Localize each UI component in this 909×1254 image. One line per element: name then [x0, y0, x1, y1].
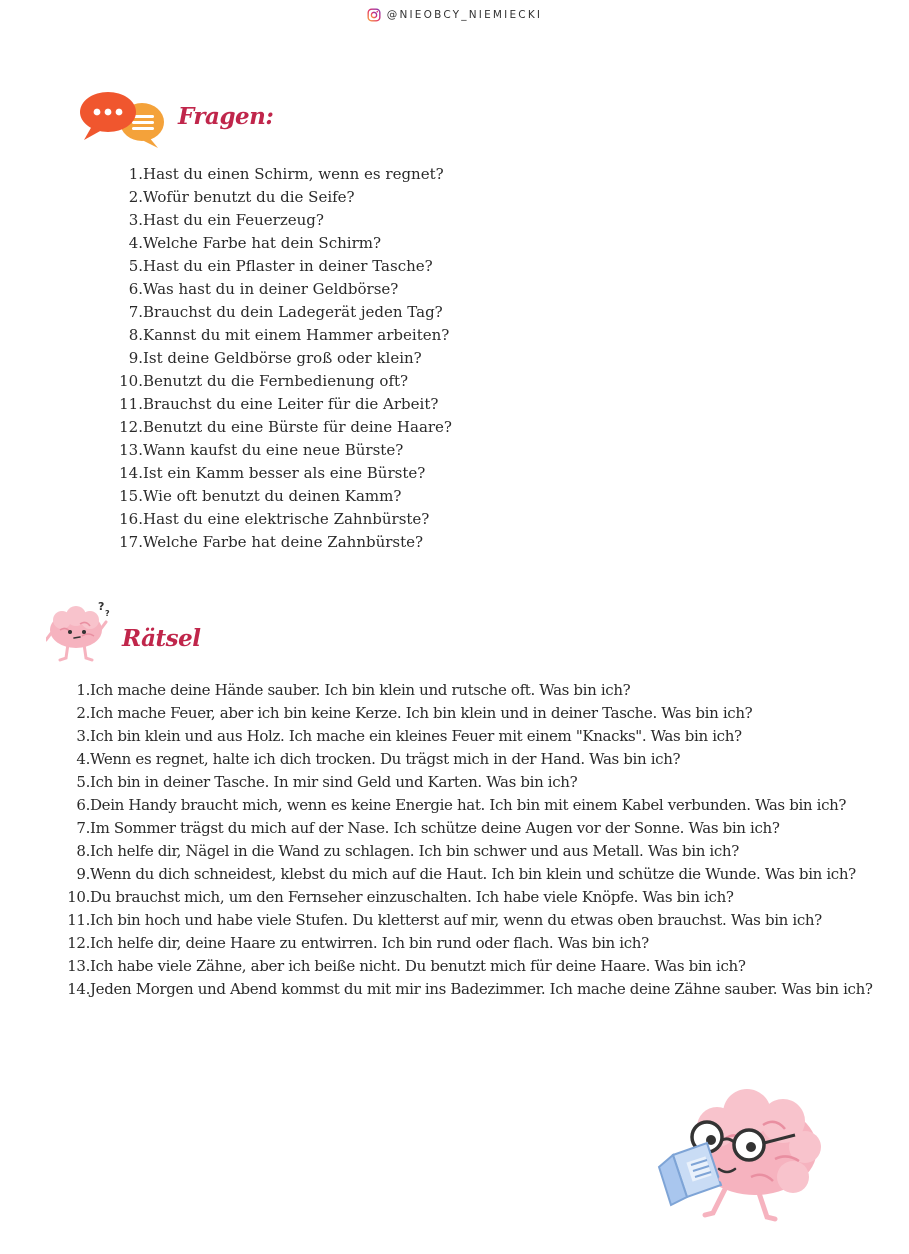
instagram-handle: @NIEOBCY_NIEMIECKI	[386, 9, 543, 21]
fragen-item-number: 17.	[119, 533, 143, 551]
raetsel-title: Rätsel	[122, 624, 201, 652]
speech-bubbles-icon	[78, 88, 166, 150]
fragen-item-number: 6.	[128, 280, 143, 298]
fragen-item	[112, 508, 452, 531]
raetsel-header	[46, 600, 201, 666]
confused-brain-icon	[46, 600, 114, 666]
raetsel-item-number: 3.	[76, 727, 90, 745]
raetsel-item-text: Im Sommer trägst du mich auf der Nase. Ich schütze deine Augen vor der Sonne. Was bin ich?	[90, 819, 780, 837]
fragen-list	[112, 163, 452, 554]
fragen-item-number: 1.	[128, 165, 143, 183]
raetsel-item-text: Du brauchst mich, um den Fernseher einzuschalten. Ich habe viele Knöpfe. Was bin ich?	[90, 888, 734, 906]
raetsel-item-text: Ich mache Feuer, aber ich bin keine Kerze. Ich bin klein und in deiner Tasche. Was bin ich?	[90, 704, 753, 722]
fragen-item-number: 14.	[119, 464, 143, 482]
fragen-item-number: 9.	[128, 349, 143, 367]
fragen-item-number: 8.	[128, 326, 143, 344]
fragen-item-text: Ist deine Geldbörse groß oder klein?	[143, 349, 422, 367]
raetsel-item	[58, 886, 873, 909]
fragen-item-text: Welche Farbe hat deine Zahnbürste?	[143, 533, 424, 551]
raetsel-item-number: 11.	[67, 911, 90, 929]
instagram-icon	[367, 8, 381, 22]
fragen-item	[112, 324, 452, 347]
raetsel-item-text: Ich bin hoch und habe viele Stufen. Du kletterst auf mir, wenn du etwas oben brauchst. Was bin ich?	[90, 911, 822, 929]
raetsel-item-text: Wenn du dich schneidest, klebst du mich auf die Haut. Ich bin klein und schütze die Wunde. Was bin ich?	[90, 865, 856, 883]
raetsel-item-number: 2.	[76, 704, 90, 722]
raetsel-item-text: Jeden Morgen und Abend kommst du mit mir ins Badezimmer. Ich mache deine Zähne sauber. Was bin ich?	[90, 980, 873, 998]
raetsel-item	[58, 702, 873, 725]
fragen-item-number: 4.	[128, 234, 143, 252]
fragen-item-number: 11.	[119, 395, 143, 413]
raetsel-item	[58, 909, 873, 932]
fragen-item-text: Welche Farbe hat dein Schirm?	[143, 234, 382, 252]
fragen-item-number: 5.	[128, 257, 143, 275]
fragen-item-text: Was hast du in deiner Geldbörse?	[143, 280, 399, 298]
fragen-item-number: 7.	[128, 303, 143, 321]
raetsel-item-number: 8.	[76, 842, 90, 860]
fragen-item	[112, 232, 452, 255]
raetsel-item-text: Ich bin in deiner Tasche. In mir sind Geld und Karten. Was bin ich?	[90, 773, 578, 791]
fragen-item	[112, 531, 452, 554]
raetsel-item-number: 4.	[76, 750, 90, 768]
fragen-item	[112, 393, 452, 416]
raetsel-item-number: 9.	[76, 865, 90, 883]
raetsel-item	[58, 771, 873, 794]
fragen-item-text: Wann kaufst du eine neue Bürste?	[143, 441, 404, 459]
fragen-item-text: Brauchst du eine Leiter für die Arbeit?	[143, 395, 439, 413]
fragen-item	[112, 301, 452, 324]
fragen-item	[112, 255, 452, 278]
raetsel-item-text: Dein Handy braucht mich, wenn es keine Energie hat. Ich bin mit einem Kabel verbunden. Was bin ich?	[90, 796, 847, 814]
fragen-item-text: Benutzt du eine Bürste für deine Haare?	[143, 418, 452, 436]
svg-text:?: ?	[105, 609, 110, 618]
fragen-item	[112, 186, 452, 209]
fragen-item-number: 13.	[119, 441, 143, 459]
fragen-item	[112, 163, 452, 186]
raetsel-item	[58, 794, 873, 817]
fragen-item	[112, 278, 452, 301]
raetsel-item-number: 12.	[67, 934, 90, 952]
fragen-item-text: Wofür benutzt du die Seife?	[143, 188, 355, 206]
raetsel-item	[58, 679, 873, 702]
raetsel-item	[58, 863, 873, 886]
raetsel-item-number: 5.	[76, 773, 90, 791]
raetsel-item	[58, 955, 873, 978]
fragen-item-number: 15.	[119, 487, 143, 505]
fragen-item-text: Hast du ein Pflaster in deiner Tasche?	[143, 257, 433, 275]
raetsel-item-number: 14.	[67, 980, 90, 998]
raetsel-item-text: Wenn es regnet, halte ich dich trocken. Du trägst mich in der Hand. Was bin ich?	[90, 750, 681, 768]
raetsel-item	[58, 817, 873, 840]
raetsel-item-text: Ich mache deine Hände sauber. Ich bin klein und rutsche oft. Was bin ich?	[90, 681, 631, 699]
raetsel-item-number: 1.	[76, 681, 90, 699]
fragen-item-text: Wie oft benutzt du deinen Kamm?	[143, 487, 402, 505]
fragen-item	[112, 416, 452, 439]
fragen-item-text: Ist ein Kamm besser als eine Bürste?	[143, 464, 426, 482]
raetsel-item-number: 7.	[76, 819, 90, 837]
fragen-header	[78, 88, 273, 150]
raetsel-list	[58, 679, 873, 1001]
raetsel-item-number: 10.	[67, 888, 90, 906]
raetsel-item	[58, 840, 873, 863]
fragen-item	[112, 462, 452, 485]
reading-brain-icon	[655, 1085, 830, 1225]
fragen-item-number: 3.	[128, 211, 143, 229]
raetsel-item	[58, 932, 873, 955]
raetsel-item	[58, 748, 873, 771]
fragen-item	[112, 347, 452, 370]
fragen-item-number: 10.	[119, 372, 143, 390]
svg-text:?: ?	[98, 600, 105, 613]
fragen-title: Fragen:	[178, 102, 274, 130]
raetsel-item-number: 6.	[76, 796, 90, 814]
raetsel-item-text: Ich helfe dir, Nägel in die Wand zu schlagen. Ich bin schwer und aus Metall. Was bin ich?	[90, 842, 739, 860]
fragen-item	[112, 439, 452, 462]
fragen-item-text: Hast du einen Schirm, wenn es regnet?	[143, 165, 444, 183]
fragen-item-text: Benutzt du die Fernbedienung oft?	[143, 372, 409, 390]
fragen-item	[112, 209, 452, 232]
fragen-item	[112, 485, 452, 508]
fragen-item-number: 12.	[119, 418, 143, 436]
page-header	[0, 8, 909, 22]
fragen-item-text: Kannst du mit einem Hammer arbeiten?	[143, 326, 450, 344]
raetsel-item-text: Ich habe viele Zähne, aber ich beiße nicht. Du benutzt mich für deine Haare. Was bin ich?	[90, 957, 746, 975]
raetsel-item-text: Ich helfe dir, deine Haare zu entwirren. Ich bin rund oder flach. Was bin ich?	[90, 934, 649, 952]
raetsel-item	[58, 978, 873, 1001]
fragen-item-number: 16.	[119, 510, 143, 528]
raetsel-item	[58, 725, 873, 748]
fragen-item-number: 2.	[128, 188, 143, 206]
raetsel-item-text: Ich bin klein und aus Holz. Ich mache ein kleines Feuer mit einem "Knacks". Was bin ich?	[90, 727, 742, 745]
raetsel-item-number: 13.	[67, 957, 90, 975]
fragen-item-text: Hast du ein Feuerzeug?	[143, 211, 324, 229]
fragen-item-text: Brauchst du dein Ladegerät jeden Tag?	[143, 303, 443, 321]
fragen-item-text: Hast du eine elektrische Zahnbürste?	[143, 510, 430, 528]
fragen-item	[112, 370, 452, 393]
